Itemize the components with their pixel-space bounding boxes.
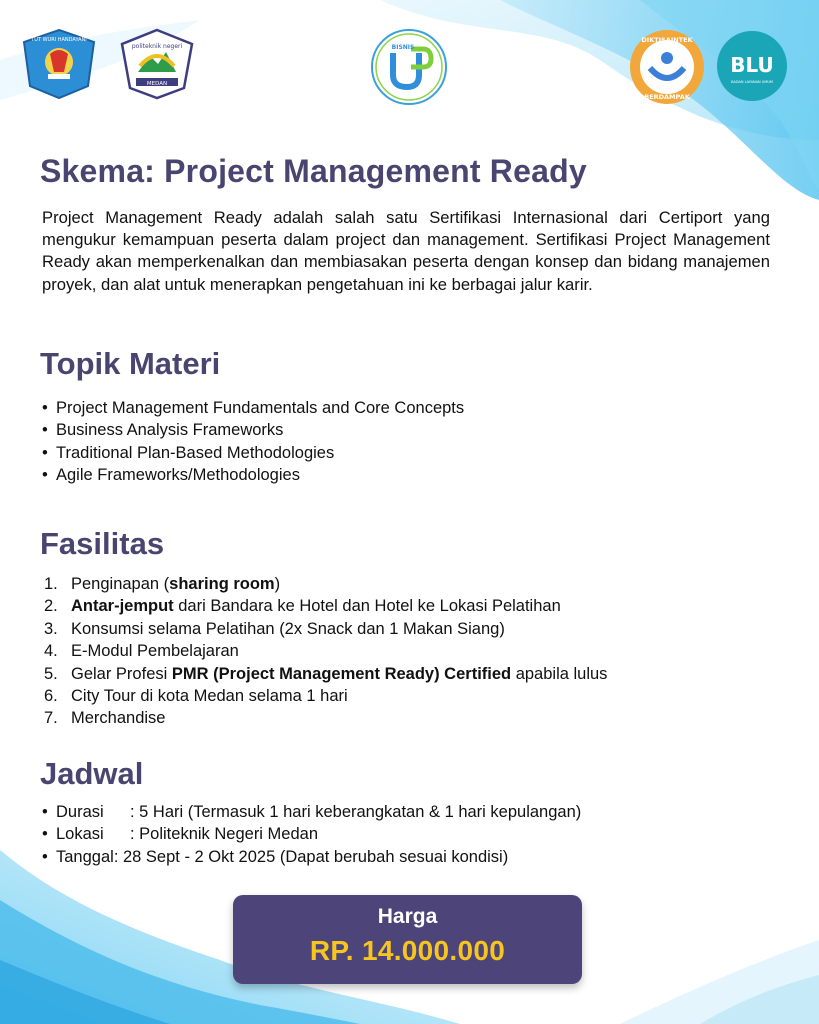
kemdikbud-motto: TUT WURI HANDAYANI bbox=[31, 37, 87, 43]
list-item: 3. Konsumsi selama Pelatihan (2x Snack dan 1 Makan Siang) bbox=[44, 619, 505, 638]
diktisaintek-logo bbox=[628, 28, 706, 106]
description: Project Management Ready adalah salah satu Sertifikasi Internasional dari Certiport yang mengukur kemampuan peserta dalam project dan management. Sertifikasi Project Management Ready akan memperkenalkan dan membiasakan peserta dengan konsep dan bidang manajemen proyek, dan alat untuk menerapkan pengetahuan ini ke berbagai jalur karir. bbox=[42, 208, 770, 294]
list-item: 7. Merchandise bbox=[44, 709, 166, 728]
kemdikbud-logo bbox=[20, 28, 98, 100]
ub-logo bbox=[367, 27, 451, 107]
jadwal-list bbox=[42, 801, 581, 868]
blu-subtext: BADAN LAYANAN UMUM bbox=[731, 80, 773, 84]
page-title: Skema: Project Management Ready bbox=[40, 153, 587, 189]
list-item: 5. Gelar Profesi PMR (Project Management Ready) Certified apabila lulus bbox=[44, 664, 608, 683]
list-item: 6. City Tour di kota Medan selama 1 hari bbox=[44, 687, 348, 706]
list-item: • Agile Frameworks/Methodologies bbox=[42, 466, 300, 485]
list-item: • Project Management Fundamentals and Core Concepts bbox=[42, 399, 465, 417]
topik-heading: Topik Materi bbox=[40, 346, 221, 381]
list-item: • Traditional Plan-Based Methodologies bbox=[42, 443, 335, 462]
blu-text: BLU bbox=[730, 53, 774, 77]
price-box bbox=[233, 895, 582, 984]
jadwal-heading: Jadwal bbox=[40, 756, 144, 791]
diktisaintek-top-text: DIKTISAINTEK bbox=[641, 36, 693, 44]
list-item: 2. Antar-jemput dari Bandara ke Hotel dan Hotel ke Lokasi Pelatihan bbox=[44, 597, 561, 616]
polmed-logo bbox=[118, 28, 196, 100]
ub-text: BISNIS bbox=[391, 44, 415, 51]
diktisaintek-bottom-text: BERDAMPAK bbox=[644, 93, 690, 101]
price-label: Harga bbox=[377, 905, 438, 928]
polmed-bottom-text: MEDAN bbox=[146, 81, 168, 87]
list-item: • Business Analysis Frameworks bbox=[42, 421, 284, 440]
fasilitas-heading: Fasilitas bbox=[40, 526, 165, 561]
topik-list bbox=[42, 397, 464, 487]
list-item: • Durasi : 5 Hari (Termasuk 1 hari keberangkatan & 1 hari kepulangan) bbox=[42, 803, 582, 821]
list-item: • Tanggal: 28 Sept - 2 Okt 2025 (Dapat berubah sesuai kondisi) bbox=[42, 847, 509, 866]
list-item: 4. E-Modul Pembelajaran bbox=[44, 642, 239, 661]
blu-logo bbox=[716, 30, 788, 102]
fasilitas-list bbox=[44, 573, 607, 730]
price-value: RP. 14.000.000 bbox=[309, 935, 506, 966]
list-item: • Lokasi : Politeknik Negeri Medan bbox=[42, 825, 319, 844]
polmed-top-text: politeknik negeri bbox=[131, 43, 183, 50]
list-item: 1. Penginapan (sharing room) bbox=[44, 575, 281, 593]
